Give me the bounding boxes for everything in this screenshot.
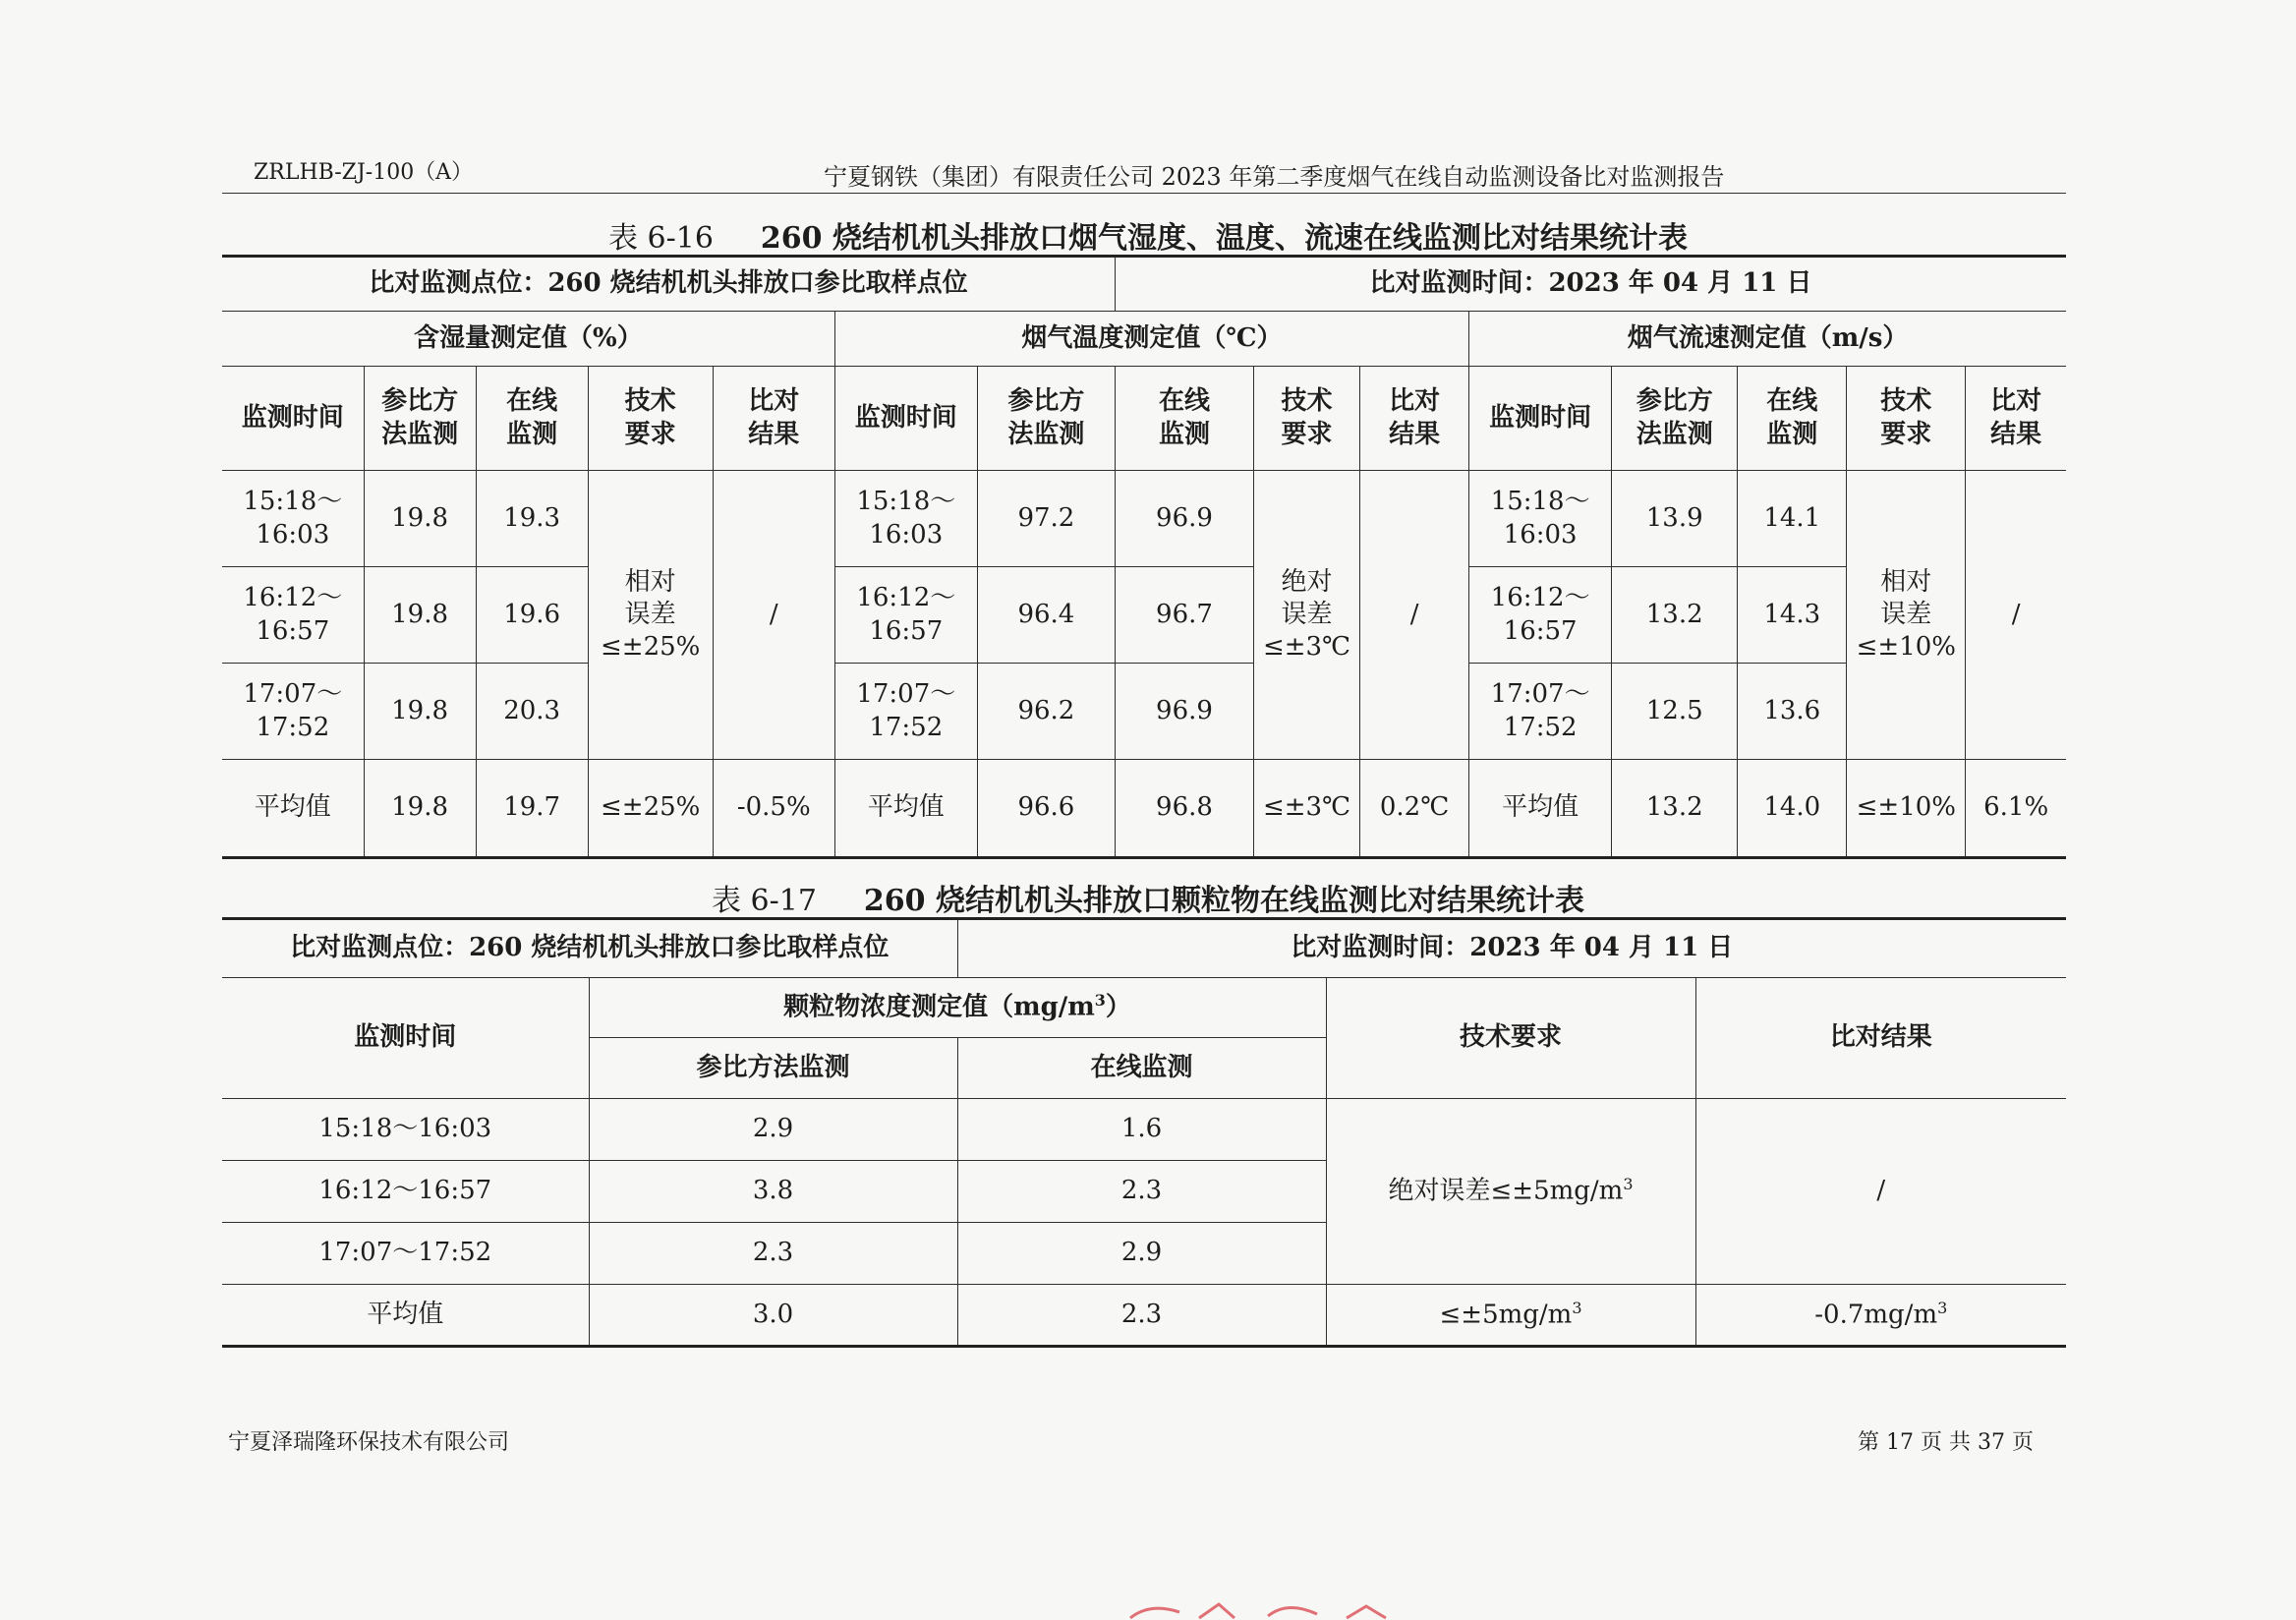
average-row (222, 760, 2066, 858)
table2-result-merged-cell: / (1695, 1099, 2066, 1285)
table2-ref-cell: 2.3 (589, 1223, 957, 1285)
time-cell: 17:07～ 17:52 (834, 664, 977, 760)
velocity-avg-ref: 13.2 (1612, 760, 1738, 858)
time-cell: 16:12～ 16:57 (1469, 567, 1612, 664)
table1-site-cell: 比对监测点位：260 烧结机机头排放口参比取样点位 (222, 257, 1115, 312)
table-particulate (222, 917, 2066, 1348)
table1-caption-number: 表 6-16 (607, 221, 714, 256)
col-req-header: 技术 要求 (1847, 367, 1966, 471)
table-row (222, 471, 2066, 567)
average-row (222, 1285, 2066, 1347)
table2-online-cell: 1.6 (957, 1099, 1326, 1161)
table2-site-cell: 比对监测点位：260 烧结机机头排放口参比取样点位 (222, 919, 957, 978)
table2-ref-cell: 2.9 (589, 1099, 957, 1161)
temperature-online-cell: 96.9 (1115, 471, 1253, 567)
table2-time-cell: 15:18～16:03 (222, 1099, 589, 1161)
doc-code: ZRLHB-ZJ-100（A） (254, 160, 474, 185)
velocity-avg-req: ≤±10% (1847, 760, 1966, 858)
velocity-online-cell: 14.1 (1738, 471, 1847, 567)
table1-caption-text: 260 烧结机机头排放口烟气湿度、温度、流速在线监测比对结果统计表 (760, 221, 1688, 256)
humidity-ref-cell: 19.8 (364, 567, 476, 664)
average-label: 平均值 (1469, 760, 1612, 858)
header-rule (222, 193, 2066, 194)
time-cell: 17:07～ 17:52 (222, 664, 364, 760)
col-ref-header: 参比方 法监测 (1612, 367, 1738, 471)
col-ref-header: 参比方 法监测 (364, 367, 476, 471)
table2-avg-ref: 3.0 (589, 1285, 957, 1347)
table2-caption (0, 876, 2296, 919)
col-result-header: 比对 结果 (1360, 367, 1469, 471)
col-online-header: 在线 监测 (1115, 367, 1253, 471)
humidity-avg-result: -0.5% (713, 760, 834, 858)
temperature-online-cell: 96.7 (1115, 567, 1253, 664)
table2-time-cell: 17:07～17:52 (222, 1223, 589, 1285)
velocity-ref-cell: 13.9 (1612, 471, 1738, 567)
temperature-avg-online: 96.8 (1115, 760, 1253, 858)
temperature-ref-cell: 97.2 (977, 471, 1115, 567)
velocity-online-cell: 14.3 (1738, 567, 1847, 664)
table2-avg-req: $\le\pm 5mg/m^3$ (1326, 1285, 1695, 1347)
temperature-ref-cell: 96.2 (977, 664, 1115, 760)
table2-online-cell: 2.3 (957, 1161, 1326, 1223)
table2-caption-text: 260 烧结机机头排放口颗粒物在线监测比对结果统计表 (863, 884, 1584, 918)
table-row (222, 664, 2066, 760)
table2-col-result-header: 比对结果 (1695, 978, 2066, 1099)
temperature-ref-cell: 96.4 (977, 567, 1115, 664)
group-temperature-header: 烟气温度测定值（℃） (834, 312, 1468, 367)
humidity-online-cell: 19.3 (476, 471, 588, 567)
col-online-header: 在线 监测 (476, 367, 588, 471)
table2-col-req-header: 技术要求 (1326, 978, 1695, 1099)
col-req-header: 技术 要求 (588, 367, 713, 471)
group-humidity-header: 含湿量测定值（%） (222, 312, 834, 367)
table-row (222, 1099, 2066, 1161)
table1-caption (0, 213, 2296, 257)
col-time-header: 监测时间 (1469, 367, 1612, 471)
table2-caption-number: 表 6-17 (711, 884, 817, 918)
temperature-avg-req: ≤±3℃ (1254, 760, 1360, 858)
average-label: 平均值 (222, 760, 364, 858)
table2-avg-online: 2.3 (957, 1285, 1326, 1347)
velocity-ref-cell: 12.5 (1612, 664, 1738, 760)
table-row (222, 567, 2066, 664)
humidity-avg-online: 19.7 (476, 760, 588, 858)
table2-group-header: 颗粒物浓度测定值$(mg/m^3)$ (589, 978, 1326, 1038)
table2-col-ref-header: 参比方法监测 (589, 1038, 957, 1099)
humidity-result-cell: / (713, 471, 834, 760)
table2-ref-cell: 3.8 (589, 1161, 957, 1223)
table2-col-online-header: 在线监测 (957, 1038, 1326, 1099)
table2-time-cell: 16:12～16:57 (222, 1161, 589, 1223)
temperature-result-cell: / (1360, 471, 1469, 760)
temperature-online-cell: 96.9 (1115, 664, 1253, 760)
table-humidity-temperature-velocity (222, 255, 2066, 859)
humidity-avg-ref: 19.8 (364, 760, 476, 858)
table1-date-cell: 比对监测时间：2023 年 04 月 11 日 (1115, 257, 2066, 312)
temperature-avg-ref: 96.6 (977, 760, 1115, 858)
table2-online-cell: 2.9 (957, 1223, 1326, 1285)
humidity-ref-cell: 19.8 (364, 664, 476, 760)
velocity-ref-cell: 13.2 (1612, 567, 1738, 664)
table2-date-cell: 比对监测时间：2023 年 04 月 11 日 (957, 919, 2066, 978)
temperature-avg-result: 0.2℃ (1360, 760, 1469, 858)
humidity-ref-cell: 19.8 (364, 471, 476, 567)
time-cell: 15:18～ 16:03 (834, 471, 977, 567)
temperature-req-cell: 绝对 误差 ≤±3℃ (1254, 471, 1360, 760)
time-cell: 16:12～ 16:57 (222, 567, 364, 664)
humidity-avg-req: ≤±25% (588, 760, 713, 858)
col-time-header: 监测时间 (834, 367, 977, 471)
velocity-online-cell: 13.6 (1738, 664, 1847, 760)
group-velocity-header: 烟气流速测定值（m/s） (1469, 312, 2066, 367)
time-cell: 17:07～ 17:52 (1469, 664, 1612, 760)
table2-avg-result: $-0.7mg/m^3$ (1695, 1285, 2066, 1347)
col-req-header: 技术 要求 (1254, 367, 1360, 471)
table1-column-header-row (222, 367, 2066, 471)
col-result-header: 比对 结果 (713, 367, 834, 471)
velocity-result-cell: / (1966, 471, 2066, 760)
velocity-avg-result: 6.1% (1966, 760, 2066, 858)
velocity-avg-online: 14.0 (1738, 760, 1847, 858)
average-label: 平均值 (834, 760, 977, 858)
table2-average-label: 平均值 (222, 1285, 589, 1347)
report-title: 宁夏钢铁（集团）有限责任公司 2023 年第二季度烟气在线自动监测设备比对监测报告 (824, 163, 1725, 191)
col-result-header: 比对 结果 (1966, 367, 2066, 471)
col-ref-header: 参比方 法监测 (977, 367, 1115, 471)
time-cell: 15:18～ 16:03 (1469, 471, 1612, 567)
humidity-req-cell: 相对 误差 ≤±25% (588, 471, 713, 760)
table2-col-time-header: 监测时间 (222, 978, 589, 1099)
humidity-online-cell: 20.3 (476, 664, 588, 760)
table2-req-merged-cell: 绝对误差$\le\pm 5mg/m^3$ (1326, 1099, 1695, 1285)
col-online-header: 在线 监测 (1738, 367, 1847, 471)
col-time-header: 监测时间 (222, 367, 364, 471)
humidity-online-cell: 19.6 (476, 567, 588, 664)
red-stamp-fragment (1120, 1598, 1415, 1620)
velocity-req-cell: 相对 误差 ≤±10% (1847, 471, 1966, 760)
footer-page-number: 第 17 页 共 37 页 (1858, 1430, 2034, 1455)
time-cell: 15:18～ 16:03 (222, 471, 364, 567)
footer-company: 宁夏泽瑞隆环保技术有限公司 (228, 1430, 510, 1455)
time-cell: 16:12～ 16:57 (834, 567, 977, 664)
